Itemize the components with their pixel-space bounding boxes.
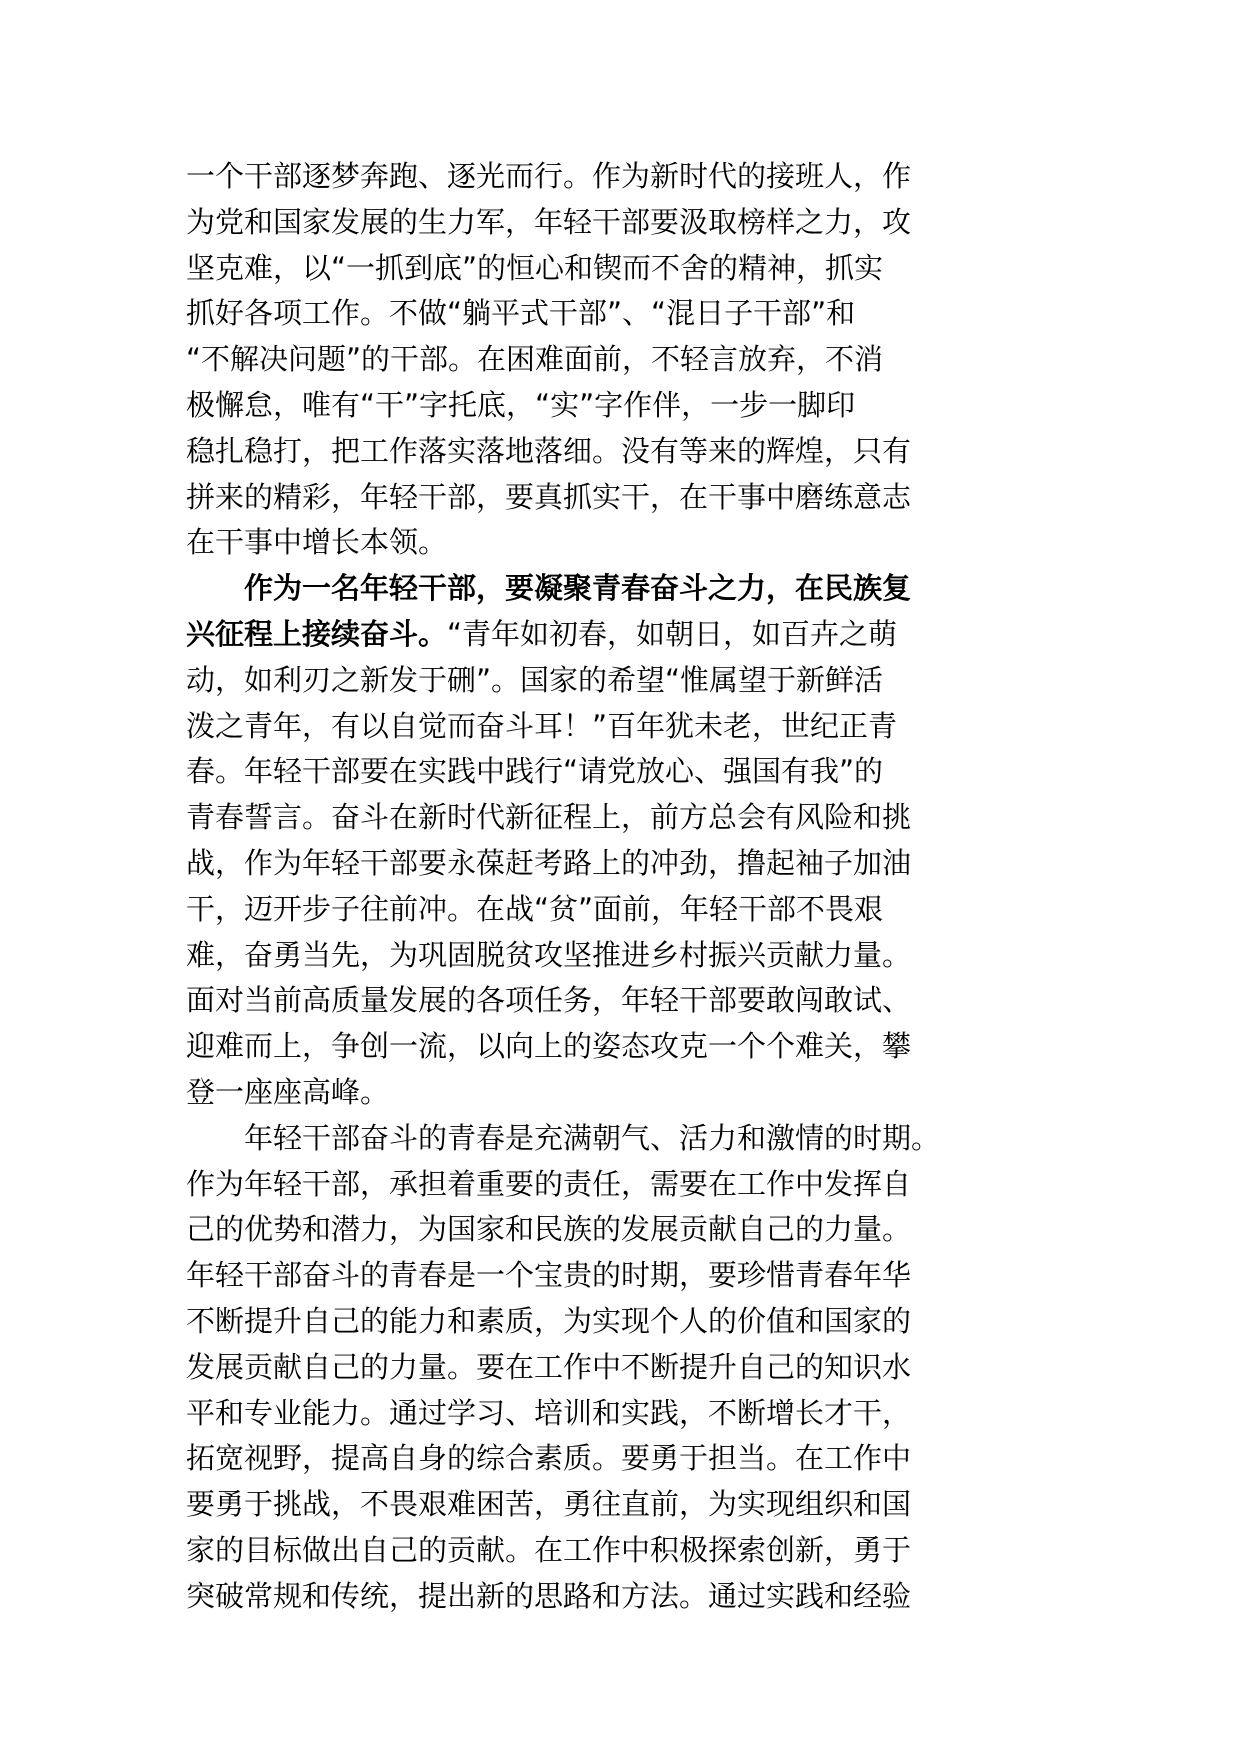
text-line: 在干事中增长本领。 (186, 525, 448, 560)
text-line: 一个干部逐梦奔跑、逐光而行。作为新时代的接班人，作 (186, 159, 912, 193)
text-line: 极懈怠，唯有“干”字托底，“实”字作伴，一步一脚印 (186, 387, 856, 422)
paragraph-1 (186, 154, 1054, 566)
text-line: 年轻干部奋斗的青春是一个宝贵的时期，要珍惜青春年华 (186, 1258, 912, 1293)
paragraph-2 (186, 566, 1054, 1116)
paragraph-2-heading-end: 兴征程上接续奋斗。 (186, 616, 448, 651)
text-line: “不解决问题”的干部。在困难面前，不轻言放弃，不消 (186, 342, 884, 377)
text-line: 难，奋勇当先，为巩固脱贫攻坚推进乡村振兴贡献力量。 (186, 937, 912, 972)
text-line: 己的优势和潜力，为国家和民族的发展贡献自己的力量。 (186, 1212, 912, 1247)
text-line: 家的目标做出自己的贡献。在工作中积极探索创新，勇于 (186, 1532, 912, 1567)
text-line: 作为年轻干部，承担着重要的责任，需要在工作中发挥自 (186, 1166, 912, 1201)
text-line: 稳扎稳打，把工作落实落地落细。没有等来的辉煌，只有 (186, 433, 912, 468)
text-line: 突破常规和传统，提出新的思路和方法。通过实践和经验 (186, 1578, 912, 1613)
text-line: 拓宽视野，提高自身的综合素质。要勇于担当。在工作中 (186, 1441, 912, 1476)
text-line: 干，迈开步子往前冲。在战“贫”面前，年轻干部不畏艰 (186, 891, 884, 926)
document-page (186, 154, 1054, 1620)
text-line: 为党和国家发展的生力军，年轻干部要汲取榜样之力，攻 (186, 204, 912, 239)
text-line: 拼来的精彩，年轻干部，要真抓实干，在干事中磨练意志 (186, 479, 912, 514)
text-line (186, 612, 1054, 658)
text-line: 不断提升自己的能力和素质，为实现个人的价值和国家的 (186, 1303, 912, 1338)
text-line: 面对当前高质量发展的各项任务，年轻干部要敢闯敢试、 (186, 983, 912, 1018)
text-line: 泼之青年，有以自觉而奋斗耳！”百年犹未老，世纪正青 (186, 708, 898, 743)
text-line (186, 566, 1054, 612)
paragraph-2-text: “青年如初春，如朝日，如百卉之萌 (447, 616, 898, 651)
text-line: 登一座座高峰。 (186, 1074, 390, 1109)
text-line: 动，如利刃之新发于硎”。国家的希望“惟属望于新鲜活 (186, 662, 884, 697)
paragraph-2-heading: 作为一名年轻干部，要凝聚青春奋斗之力，在民族复 (244, 571, 912, 606)
text-line: 战，作为年轻干部要永葆赶考路上的冲劲，撸起袖子加油 (186, 845, 912, 880)
text-line: 要勇于挑战，不畏艰难困苦，勇往直前，为实现组织和国 (186, 1487, 912, 1522)
text-line: 春。年轻干部要在实践中践行“请党放心、强国有我”的 (186, 754, 884, 789)
paragraph-3 (186, 1116, 1054, 1620)
text-line: 年轻干部奋斗的青春是充满朝气、活力和激情的时期。 (244, 1120, 941, 1155)
text-line: 抓好各项工作。不做“躺平式干部”、“混日子干部”和 (186, 296, 856, 331)
text-line: 青春誓言。奋斗在新时代新征程上，前方总会有风险和挑 (186, 800, 912, 835)
text-line: 迎难而上，争创一流，以向上的姿态攻克一个个难关，攀 (186, 1029, 912, 1064)
text-line: 发展贡献自己的力量。要在工作中不断提升自己的知识水 (186, 1349, 912, 1384)
text-line: 平和专业能力。通过学习、培训和实践，不断增长才干， (186, 1395, 912, 1430)
text-line: 坚克难，以“一抓到底”的恒心和锲而不舍的精神，抓实 (186, 250, 884, 285)
